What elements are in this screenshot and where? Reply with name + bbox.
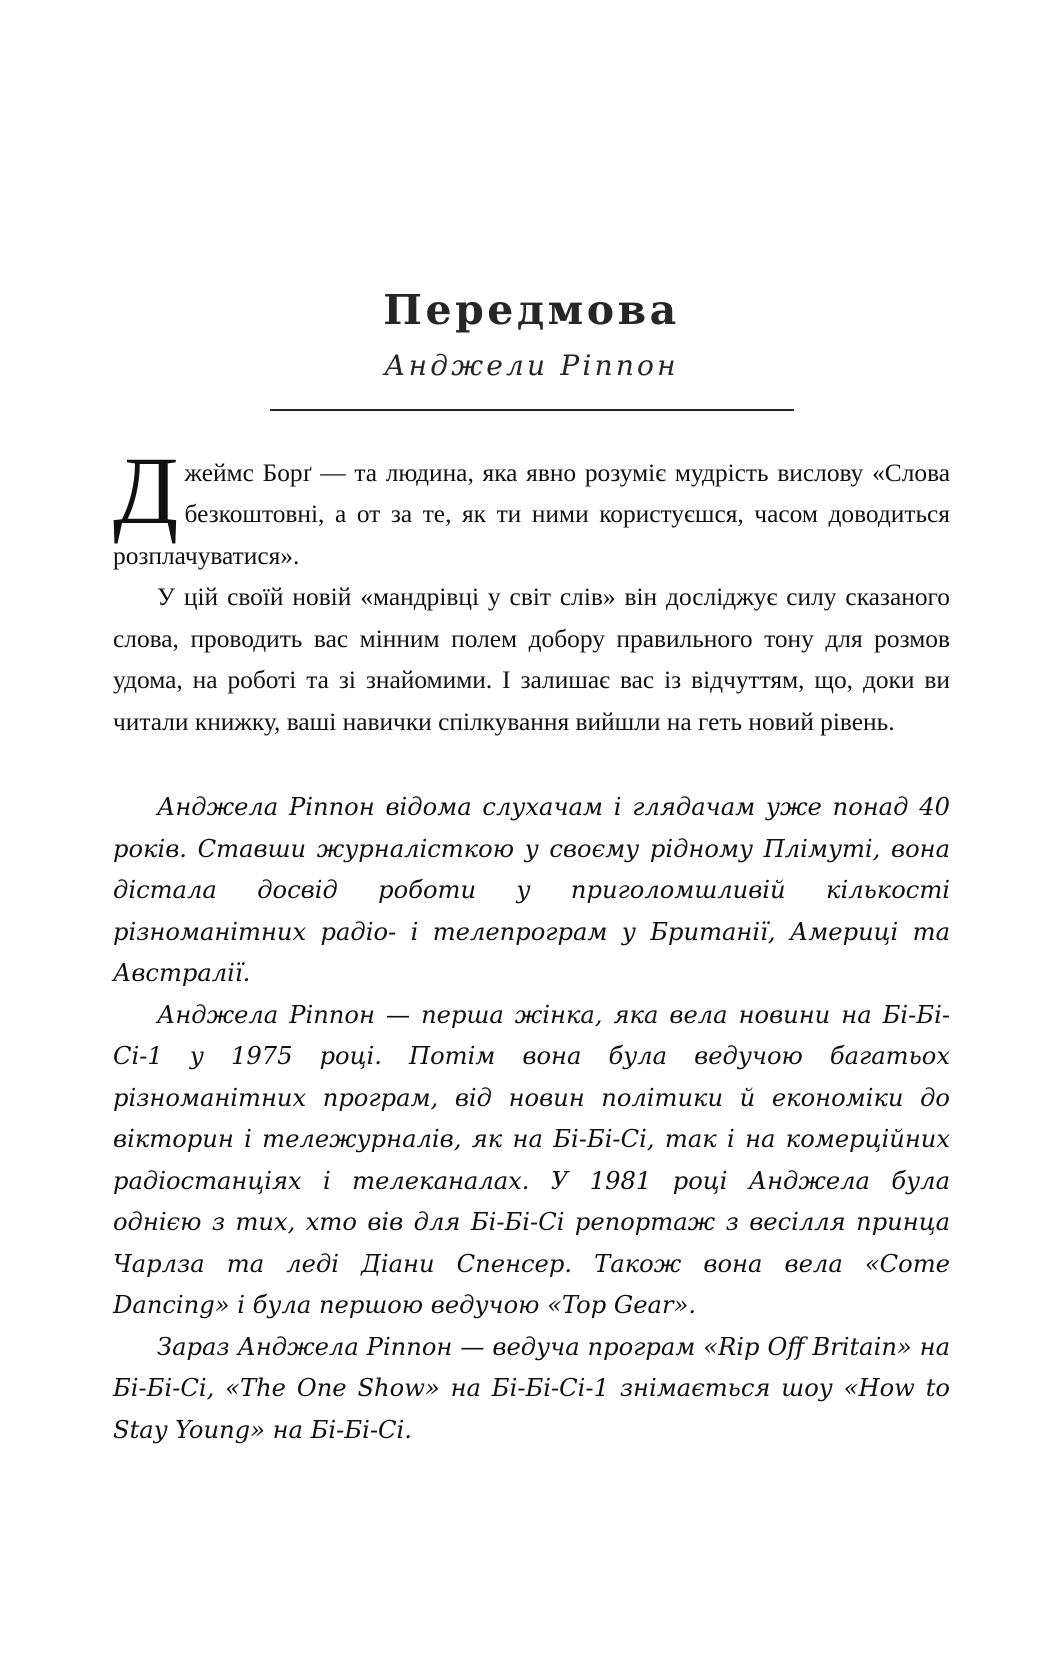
paragraph: [113, 577, 950, 743]
paragraph: [113, 1327, 950, 1452]
paragraph-text: У цій своїй новій «мандрівці у світ слів» він досліджує силу сказаного слова, проводить вас мінним полем добору правильного тону для розмов удома, на роботі та зі знайомими. І залишає вас із відчуттям, що, доки ви читали книжку, ваші навички спілкування вийшли на геть новий рівень.: [113, 583, 950, 736]
chapter-subtitle: Анджели Ріппон: [384, 349, 679, 383]
paragraph-text: Анджела Ріппон — перша жінка, яка вела новини на Бі-Бі-Сі-1 у 1975 році. Потім вона була ведучою багатьох різноманітних програм, від новин політики й економіки до вікторин і тележурналів, як на Бі-Бі-Сі, так і на комерційних радіостанціях і телеканалах. У 1981 році Анджела була однією з тих, хто вів для Бі-Бі-Сі репортаж з весілля принца Чарлза та леді Діани Спенсер. Також вона вела «Come Dancing» і була першою ведучою «Top Gear».: [113, 1000, 950, 1320]
paragraph: [113, 787, 950, 995]
page-content-column: [113, 0, 950, 1451]
paragraph-opening: [113, 436, 950, 578]
paragraph: [113, 995, 950, 1327]
drop-cap-letter: Д: [113, 436, 179, 544]
paragraph-text: жеймс Борґ — та людина, яка явно розуміє мудрість вислову «Слова безкоштовні, а от за те, як ти ними користуєшся, часом доводиться розплачуватися».: [113, 458, 950, 570]
body-text-roman: [113, 436, 950, 744]
title-divider: [270, 409, 794, 411]
paragraph-text: Зараз Анджела Ріппон — ведуча програм «Rip Off Britain» на Бі-Бі-Сі, «The One Show» на Бі-Бі-Сі-1 знімається шоу «How to Stay Young» на Бі-Бі-Сі.: [113, 1332, 950, 1444]
paragraph-text: Анджела Ріппон відома слухачам і глядачам уже понад 40 років. Ставши журналісткою у своєму рідному Плімуті, вона дістала досвід роботи у приголомшливій кількості різноманітних радіо- і телепрограм у Британії, Америці та Австралії.: [113, 793, 950, 988]
body-text-italic-bio: [113, 787, 950, 1451]
chapter-heading-block: [113, 0, 950, 411]
page-title: Передмова: [383, 286, 680, 334]
